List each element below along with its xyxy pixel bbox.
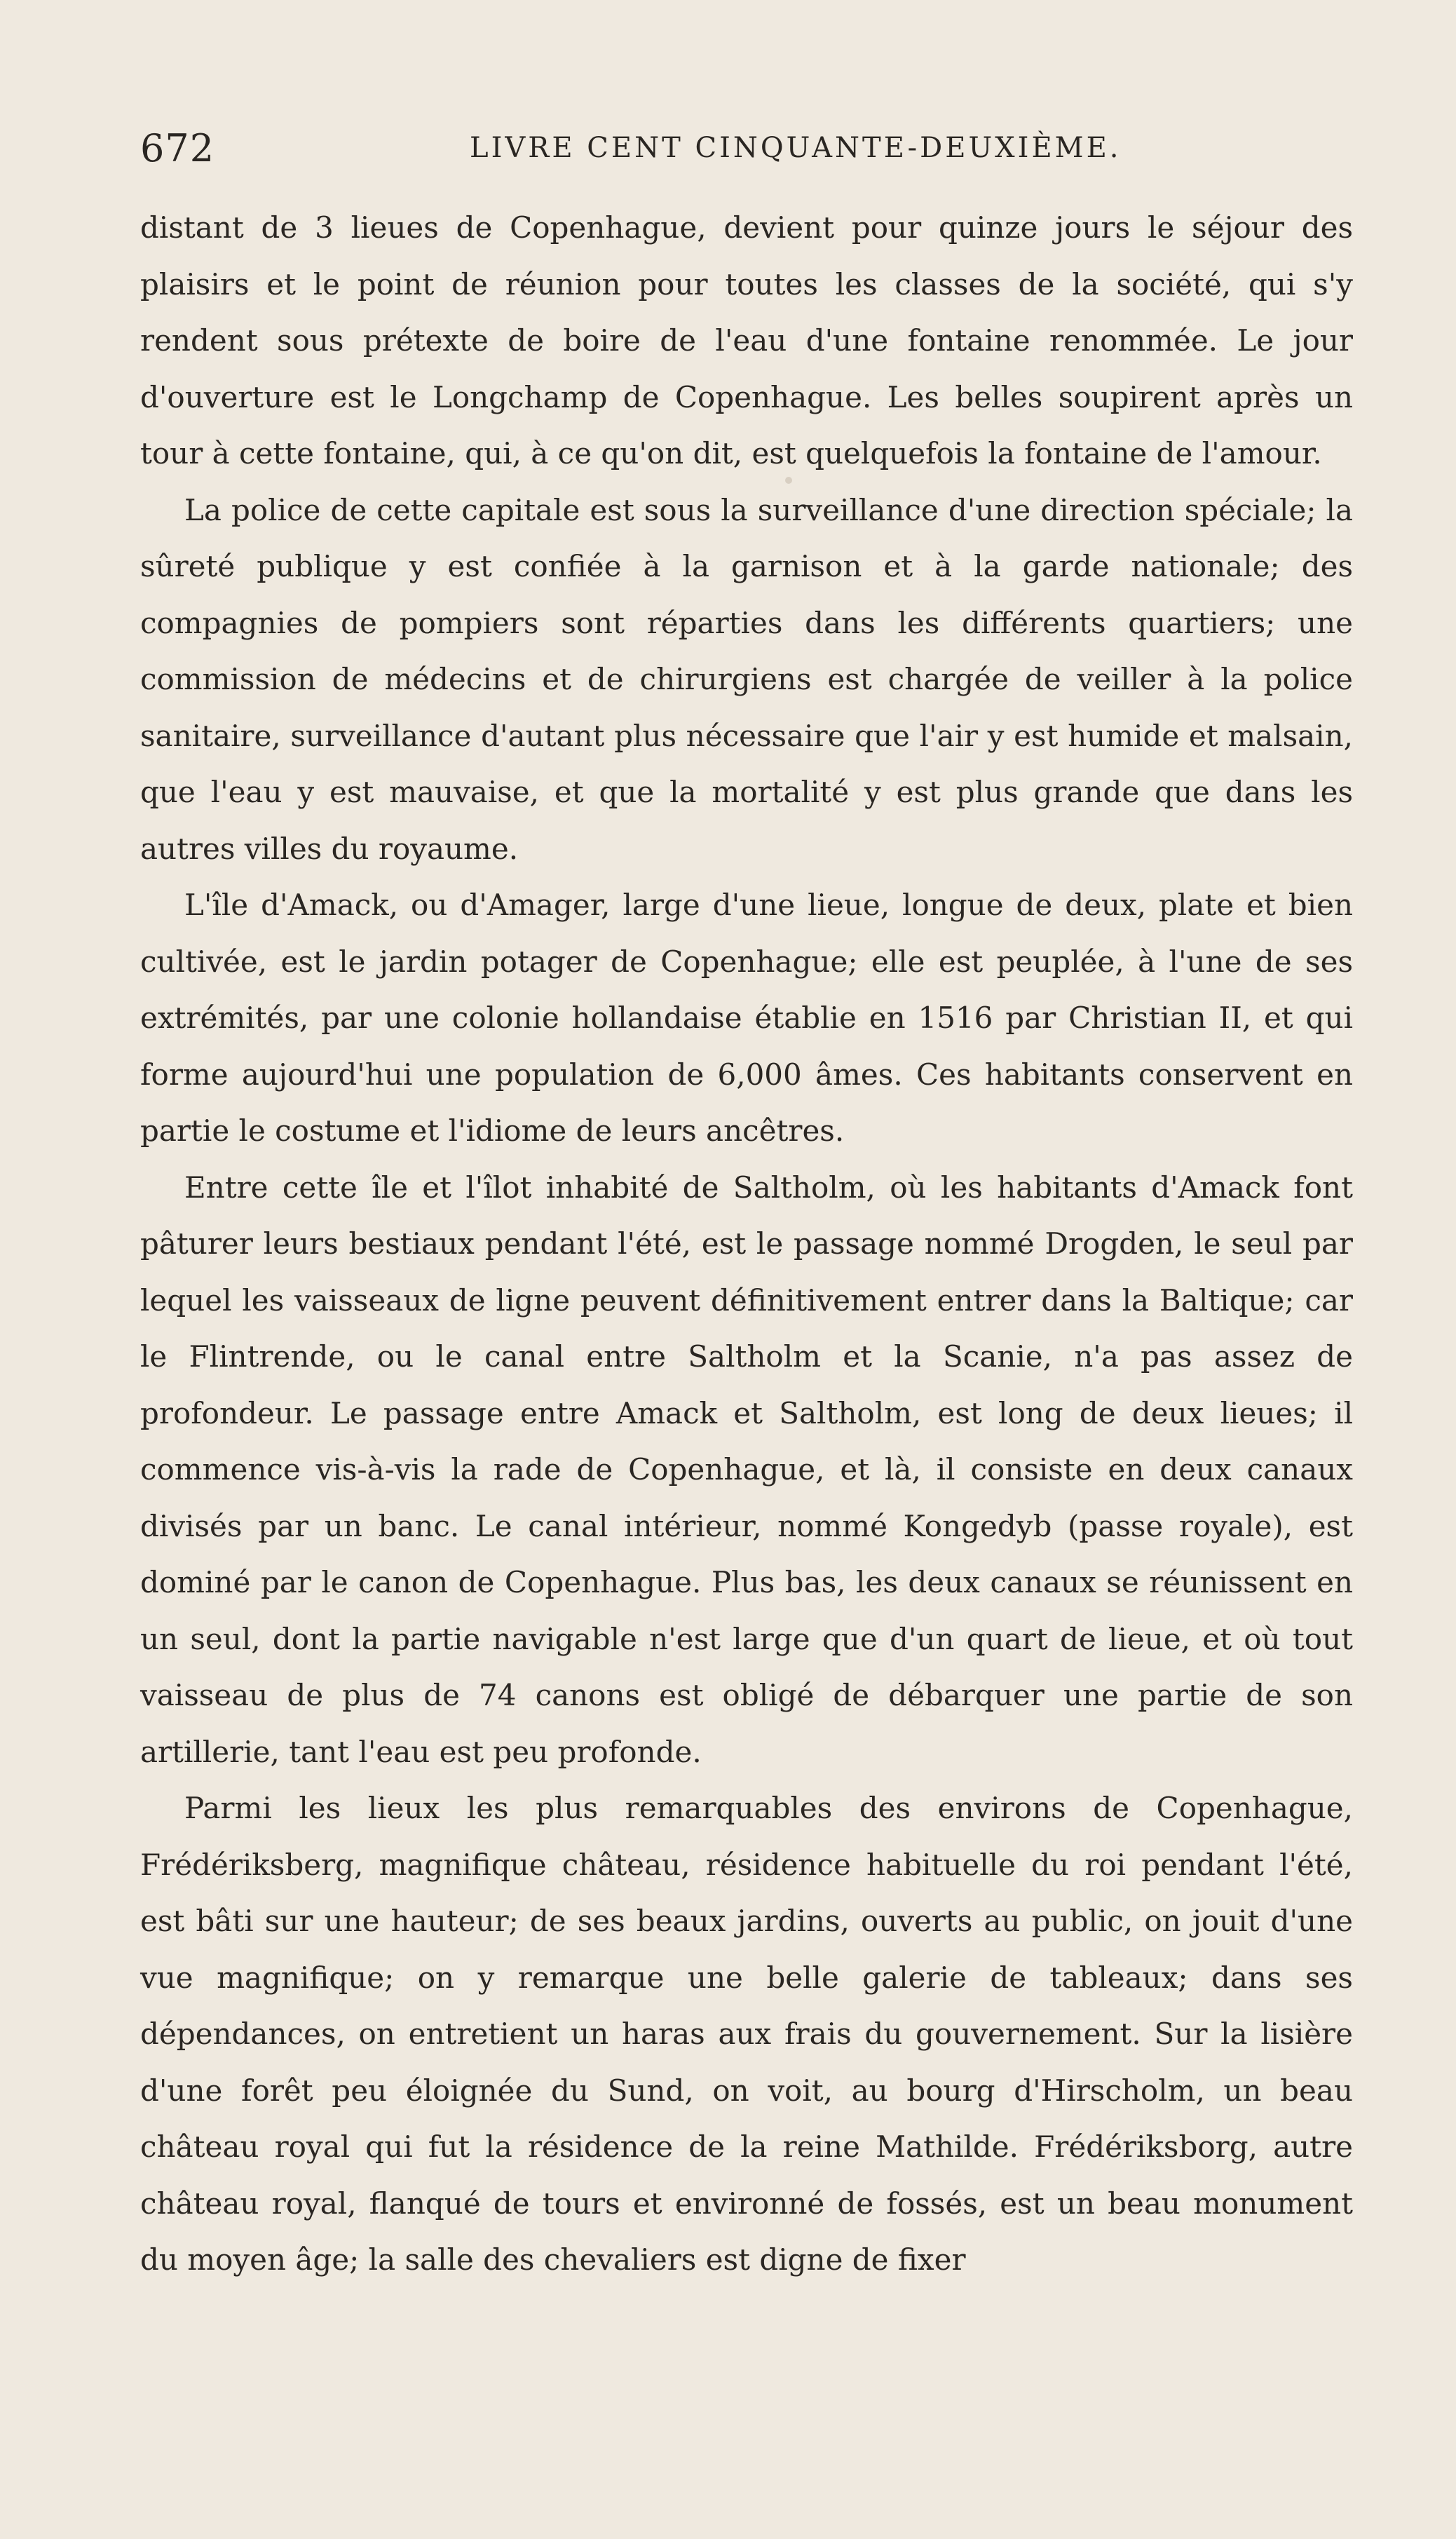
paper-stain [785,477,792,484]
page-number: 672 [140,126,215,170]
running-head: LIVRE CENT CINQUANTE-DEUXIÈME. [470,132,1122,164]
paragraph-5: Parmi les lieux les plus remarquables des environs de Copenhague, Frédériksberg, magnifique château, résidence habituelle du roi pendant l'été, est bâti sur une hauteur; de ses beaux jardins, ouverts au public, on jouit d'une vue magnifique; on y remarque une belle galerie de tableaux; dans ses dépendances, on entretient un haras aux frais du gouvernement. Sur la lisière d'une forêt peu éloignée du Sund, on voit, au bourg d'Hirscholm, un beau château royal qui fut la résidence de la reine Mathilde. Frédériksborg, autre château royal, flanqué de tours et environné de fossés, est un beau monument du moyen âge; la salle des chevaliers est digne de fixer [140,1791,1353,2277]
body-text [140,200,1353,2289]
page-header [140,126,1353,175]
paragraph-3: L'île d'Amack, ou d'Amager, large d'une lieue, longue de deux, plate et bien cultivée, est le jardin potager de Copenhague; elle est peuplée, à l'une de ses extrémités, par une colonie hollandaise établie en 1516 par Christian II, et qui forme aujourd'hui une population de 6,000 âmes. Ces habitants conservent en partie le costume et l'idiome de leurs ancêtres. [140,888,1353,1148]
paragraph-1: distant de 3 lieues de Copenhague, devient pour quinze jours le séjour des plaisirs et le point de réunion pour toutes les classes de la société, qui s'y rendent sous prétexte de boire de l'eau d'une fontaine renommée. Le jour d'ouverture est le Longchamp de Copenhague. Les belles soupirent après un tour à cette fontaine, qui, à ce qu'on dit, est quelquefois la fontaine de l'amour. [140,210,1353,470]
paragraph-2: La police de cette capitale est sous la surveillance d'une direction spéciale; la sûreté publique y est confiée à la garnison et à la garde nationale; des compagnies de pompiers sont réparties dans les différents quartiers; une commission de médecins et de chirurgiens est chargée de veiller à la police sanitaire, surveillance d'autant plus nécessaire que l'air y est humide et malsain, que l'eau y est mauvaise, et que la mortalité y est plus grande que dans les autres villes du royaume. [140,492,1353,866]
paragraph-4: Entre cette île et l'îlot inhabité de Saltholm, où les habitants d'Amack font pâturer leurs bestiaux pendant l'été, est le passage nommé Drogden, le seul par lequel les vaisseaux de ligne peuvent définitivement entrer dans la Baltique; car le Flintrende, ou le canal entre Saltholm et la Scanie, n'a pas assez de profondeur. Le passage entre Amack et Saltholm, est long de deux lieues; il commence vis-à-vis la rade de Copenhague, et là, il consiste en deux canaux divisés par un banc. Le canal intérieur, nommé Kongedyb (passe royale), est dominé par le canon de Copenhague. Plus bas, les deux canaux se réunissent en un seul, dont la partie navigable n'est large que d'un quart de lieue, et où tout vaisseau de plus de 74 canons est obligé de débarquer une partie de son artillerie, tant l'eau est peu profonde. [140,1170,1353,1769]
